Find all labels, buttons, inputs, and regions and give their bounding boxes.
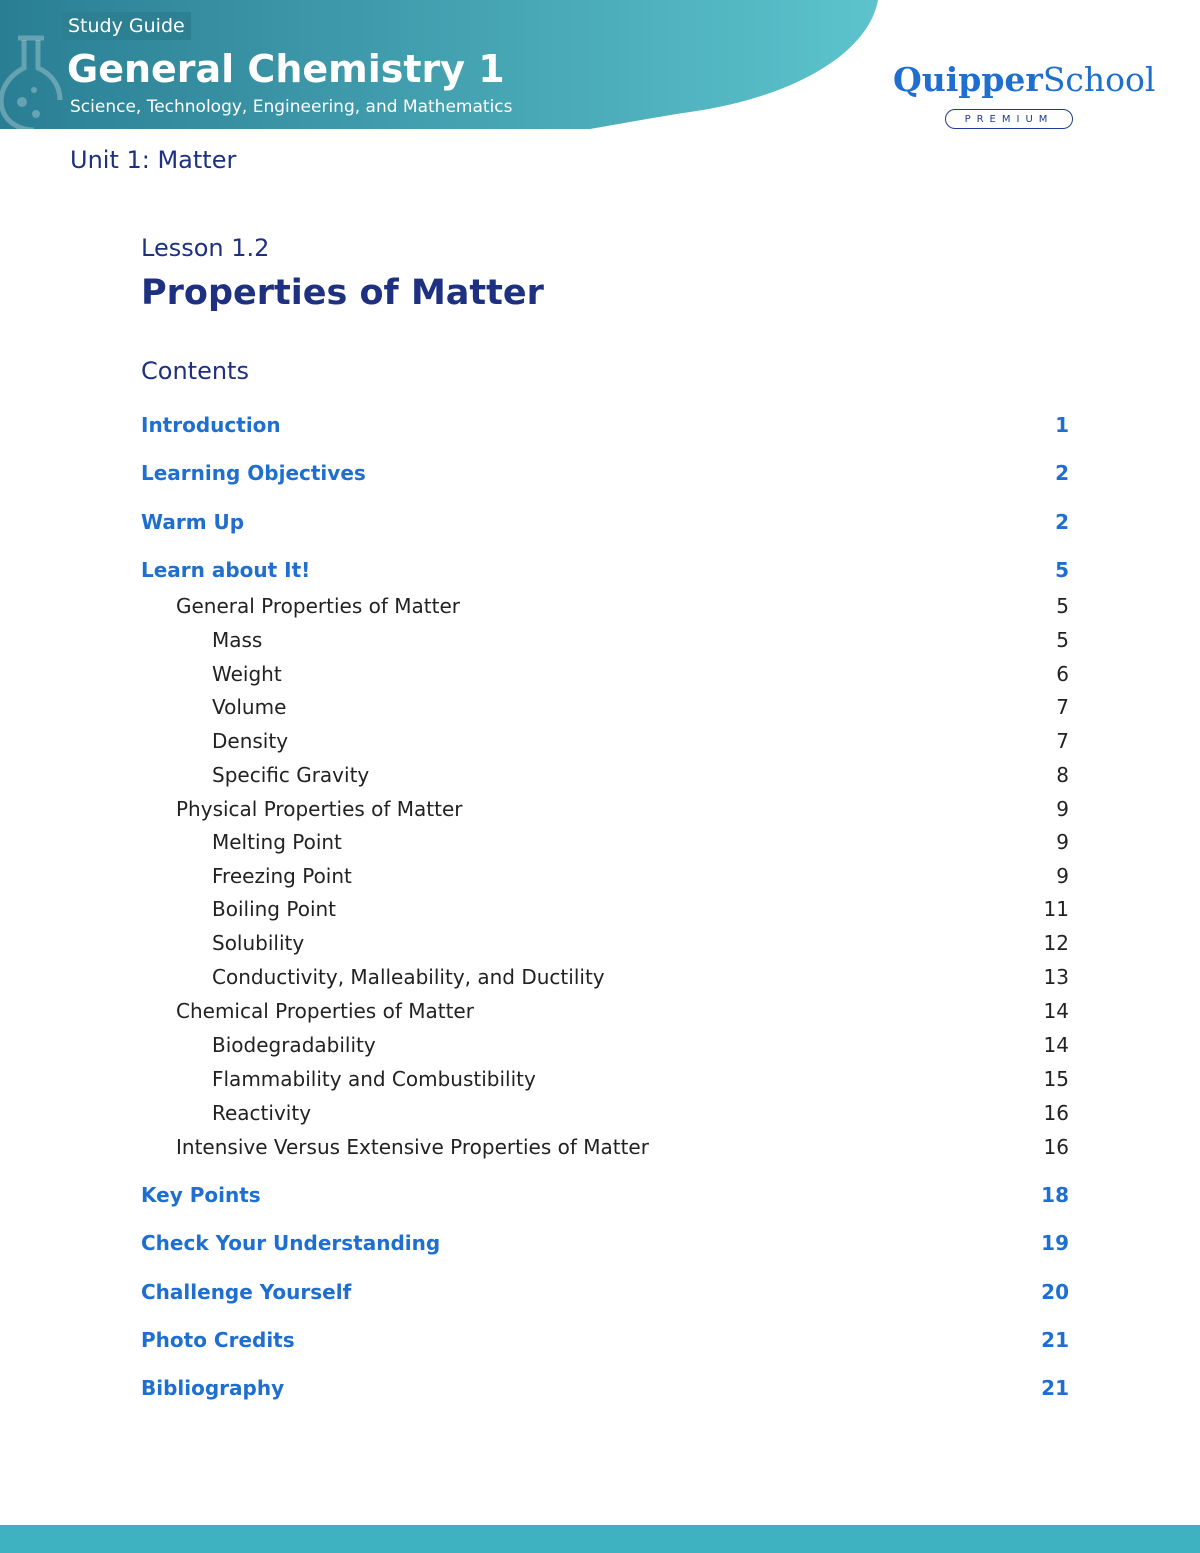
- toc-item-weight[interactable]: [212, 658, 1069, 690]
- toc-page: 12: [1043, 931, 1069, 955]
- toc-page: 21: [1041, 1328, 1069, 1352]
- toc-item-specific-gravity[interactable]: [212, 759, 1069, 791]
- toc-label: Solubility: [212, 931, 305, 955]
- toc-item-warm-up[interactable]: [141, 506, 1069, 538]
- toc-item-general-properties[interactable]: [176, 590, 1069, 622]
- course-title: General Chemistry 1: [67, 47, 505, 91]
- toc-label: Photo Credits: [141, 1328, 295, 1352]
- premium-badge: PREMIUM: [945, 109, 1073, 129]
- toc-item-check-understanding[interactable]: [141, 1227, 1069, 1259]
- toc-page: 7: [1056, 729, 1069, 753]
- contents-heading: Contents: [141, 357, 249, 385]
- study-guide-tag: Study Guide: [62, 12, 191, 40]
- toc-item-mass[interactable]: [212, 624, 1069, 656]
- toc-label: Conductivity, Malleability, and Ductility: [212, 965, 605, 989]
- flask-icon: [0, 30, 70, 130]
- toc-label: Density: [212, 729, 289, 753]
- toc-item-chemical-properties[interactable]: [176, 995, 1069, 1027]
- toc-item-introduction[interactable]: [141, 409, 1069, 441]
- toc-item-volume[interactable]: [212, 691, 1069, 723]
- toc-label: Warm Up: [141, 510, 245, 534]
- toc-page: 16: [1043, 1101, 1069, 1125]
- toc-item-photo-credits[interactable]: [141, 1324, 1069, 1356]
- toc-page: 2: [1055, 461, 1069, 485]
- unit-title: Unit 1: Matter: [70, 146, 237, 174]
- toc-label: Intensive Versus Extensive Properties of Matter: [176, 1135, 649, 1159]
- toc-label: Freezing Point: [212, 864, 352, 888]
- toc-page: 5: [1055, 558, 1069, 582]
- brand-school: School: [1042, 60, 1156, 99]
- toc-item-reactivity[interactable]: [212, 1097, 1069, 1129]
- toc-page: 5: [1056, 628, 1069, 652]
- toc-page: 9: [1056, 830, 1069, 854]
- toc-page: 18: [1041, 1183, 1069, 1207]
- toc-page: 20: [1041, 1280, 1069, 1304]
- toc-item-learning-objectives[interactable]: [141, 457, 1069, 489]
- toc-page: 8: [1056, 763, 1069, 787]
- toc-item-conductivity[interactable]: [212, 961, 1069, 993]
- toc-label: Volume: [212, 695, 287, 719]
- toc-label: Biodegradability: [212, 1033, 376, 1057]
- toc-page: 11: [1043, 897, 1069, 921]
- toc-item-solubility[interactable]: [212, 927, 1069, 959]
- toc-item-freezing-point[interactable]: [212, 860, 1069, 892]
- toc-page: 14: [1043, 1033, 1069, 1057]
- toc-item-key-points[interactable]: [141, 1179, 1069, 1211]
- toc-item-boiling-point[interactable]: [212, 893, 1069, 925]
- toc-item-intensive-extensive[interactable]: [176, 1131, 1069, 1163]
- toc-page: 2: [1055, 510, 1069, 534]
- footer-bar: [0, 1525, 1200, 1553]
- toc-item-bibliography[interactable]: [141, 1372, 1069, 1404]
- toc-label: Melting Point: [212, 830, 342, 854]
- toc-item-melting-point[interactable]: [212, 826, 1069, 858]
- toc-item-challenge-yourself[interactable]: [141, 1276, 1069, 1308]
- toc-item-physical-properties[interactable]: [176, 793, 1069, 825]
- toc-label: Physical Properties of Matter: [176, 797, 463, 821]
- toc-item-density[interactable]: [212, 725, 1069, 757]
- toc-page: 9: [1056, 797, 1069, 821]
- toc-page: 5: [1056, 594, 1069, 618]
- toc-label: Check Your Understanding: [141, 1231, 441, 1255]
- toc-label: Introduction: [141, 413, 281, 437]
- toc-page: 21: [1041, 1376, 1069, 1400]
- toc-page: 6: [1056, 662, 1069, 686]
- toc-page: 1: [1055, 413, 1069, 437]
- toc-item-flammability[interactable]: [212, 1063, 1069, 1095]
- toc-label: Learn about It!: [141, 558, 311, 582]
- course-subtitle: Science, Technology, Engineering, and Mathematics: [70, 97, 513, 117]
- toc-label: Flammability and Combustibility: [212, 1067, 536, 1091]
- brand-logo: [893, 60, 1156, 125]
- toc-label: Learning Objectives: [141, 461, 366, 485]
- toc-page: 15: [1043, 1067, 1069, 1091]
- brand-quipper: Quipper: [893, 60, 1043, 99]
- toc-label: General Properties of Matter: [176, 594, 460, 618]
- toc-label: Key Points: [141, 1183, 261, 1207]
- toc-label: Boiling Point: [212, 897, 337, 921]
- toc-page: 14: [1043, 999, 1069, 1023]
- toc-label: Specific Gravity: [212, 763, 370, 787]
- toc-label: Mass: [212, 628, 263, 652]
- lesson-title: Properties of Matter: [141, 273, 544, 313]
- toc-page: 7: [1056, 695, 1069, 719]
- toc-label: Reactivity: [212, 1101, 312, 1125]
- toc-label: Bibliography: [141, 1376, 285, 1400]
- toc-page: 16: [1043, 1135, 1069, 1159]
- toc-item-learn-about-it[interactable]: [141, 554, 1069, 586]
- toc-label: Challenge Yourself: [141, 1280, 352, 1304]
- toc-label: Weight: [212, 662, 282, 686]
- toc-label: Chemical Properties of Matter: [176, 999, 474, 1023]
- lesson-number: Lesson 1.2: [141, 234, 270, 262]
- toc-page: 9: [1056, 864, 1069, 888]
- toc-item-biodegradability[interactable]: [212, 1029, 1069, 1061]
- toc-page: 13: [1043, 965, 1069, 989]
- toc-page: 19: [1041, 1231, 1069, 1255]
